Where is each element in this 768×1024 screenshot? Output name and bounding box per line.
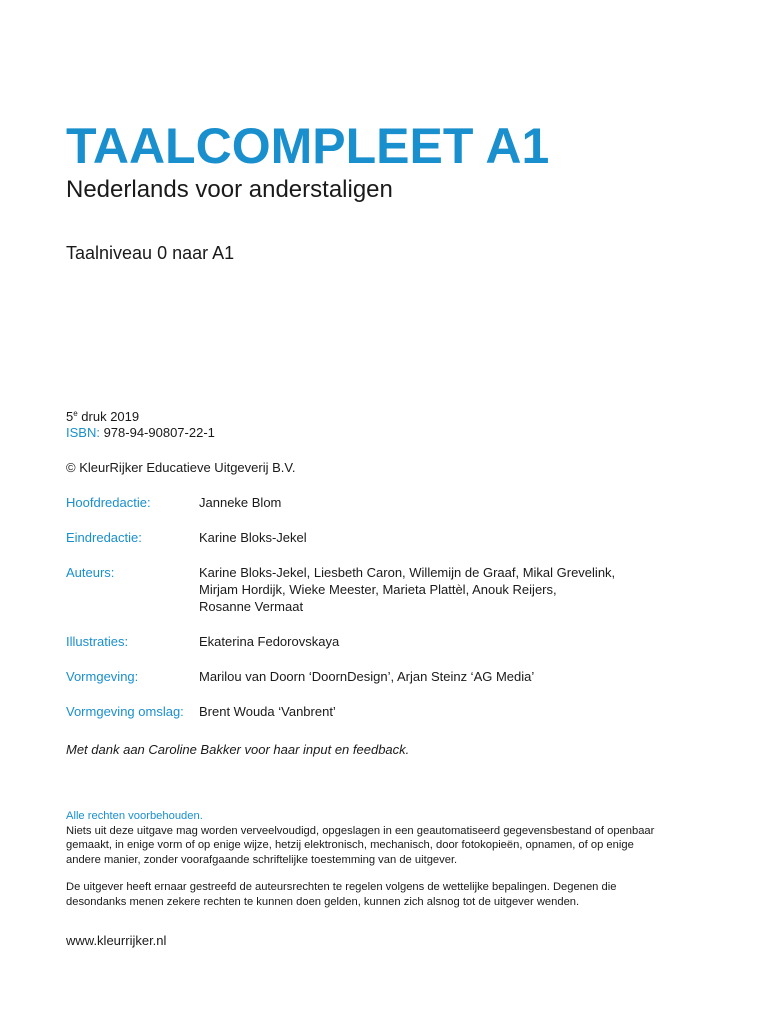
edition-line — [66, 405, 139, 425]
rights-notice — [66, 809, 726, 909]
rights-text-line: gemaakt, in enige vorm of op enige wijze, hetzij elektronisch, mechanisch, door fotokopieën, opnamen, of op enige — [66, 839, 634, 851]
book-subtitle: Nederlands voor anderstaligen — [66, 176, 393, 203]
credit-value: Janneke Blom — [199, 495, 282, 510]
book-title: TAALCOMPLEET A1 — [66, 118, 550, 174]
credit-row-eindredactie — [66, 529, 726, 546]
rights-text-line: desondanks menen zekere rechten te kunnen doen gelden, kunnen zich alsnog tot de uitgever wenden. — [66, 895, 580, 908]
credit-row-illustraties — [66, 633, 726, 650]
credit-label: Auteurs: — [66, 565, 115, 580]
credit-value: Karine Bloks-Jekel — [199, 530, 307, 545]
credit-value-line: Rosanne Vermaat — [199, 599, 304, 614]
rights-heading: Alle rechten voorbehouden. — [66, 810, 203, 822]
credit-row-vormgeving-omslag — [66, 703, 726, 720]
edition-number: 5 — [66, 409, 74, 424]
credit-value-line: Karine Bloks-Jekel, Liesbeth Caron, Willemijn de Graaf, Mikal Grevelink, — [199, 565, 616, 580]
credit-row-auteurs — [66, 564, 726, 615]
credit-label: Vormgeving omslag: — [66, 704, 184, 719]
acknowledgement: Met dank aan Caroline Bakker voor haar input en feedback. — [66, 742, 410, 757]
credit-label: Hoofdredactie: — [66, 495, 151, 510]
rights-text-line: De uitgever heeft ernaar gestreefd de auteursrechten te regelen volgens de wettelijke bepalingen. Degenen die — [66, 881, 617, 893]
credit-value: Marilou van Doorn ‘DoornDesign’, Arjan Steinz ‘AG Media’ — [199, 669, 535, 684]
credits-list — [66, 494, 726, 720]
credit-row-hoofdredactie — [66, 494, 726, 511]
rights-text-line: Niets uit deze uitgave mag worden verveelvoudigd, opgeslagen in een geautomatiseerd gegevensbestand of openbaar — [66, 824, 655, 837]
language-level: Taalniveau 0 naar A1 — [66, 243, 235, 263]
isbn-value: 978-94-90807-22-1 — [99, 425, 215, 440]
credit-value: Ekaterina Fedorovskaya — [199, 634, 340, 649]
credit-value-line: Mirjam Hordijk, Wieke Meester, Marieta Plattèl, Anouk Reijers, — [199, 582, 557, 597]
isbn-label: ISBN: — [66, 425, 100, 440]
edition-superscript: e — [73, 409, 78, 418]
publisher-website: www.kleurrijker.nl — [66, 933, 167, 948]
credit-label: Vormgeving: — [66, 669, 139, 684]
credit-value: Brent Wouda ‘Vanbrent’ — [199, 704, 336, 719]
rights-text-line: andere manier, zonder voorafgaande schriftelijke toestemming van de uitgever. — [66, 853, 458, 866]
credit-label: Illustraties: — [66, 634, 129, 649]
isbn-line — [66, 424, 215, 441]
edition-text: druk 2019 — [77, 409, 140, 424]
credit-row-vormgeving — [66, 668, 726, 685]
credit-label: Eindredactie: — [66, 530, 142, 545]
copyright-notice: © KleurRijker Educatieve Uitgeverij B.V. — [66, 460, 296, 475]
credit-value-multiline — [199, 564, 726, 615]
